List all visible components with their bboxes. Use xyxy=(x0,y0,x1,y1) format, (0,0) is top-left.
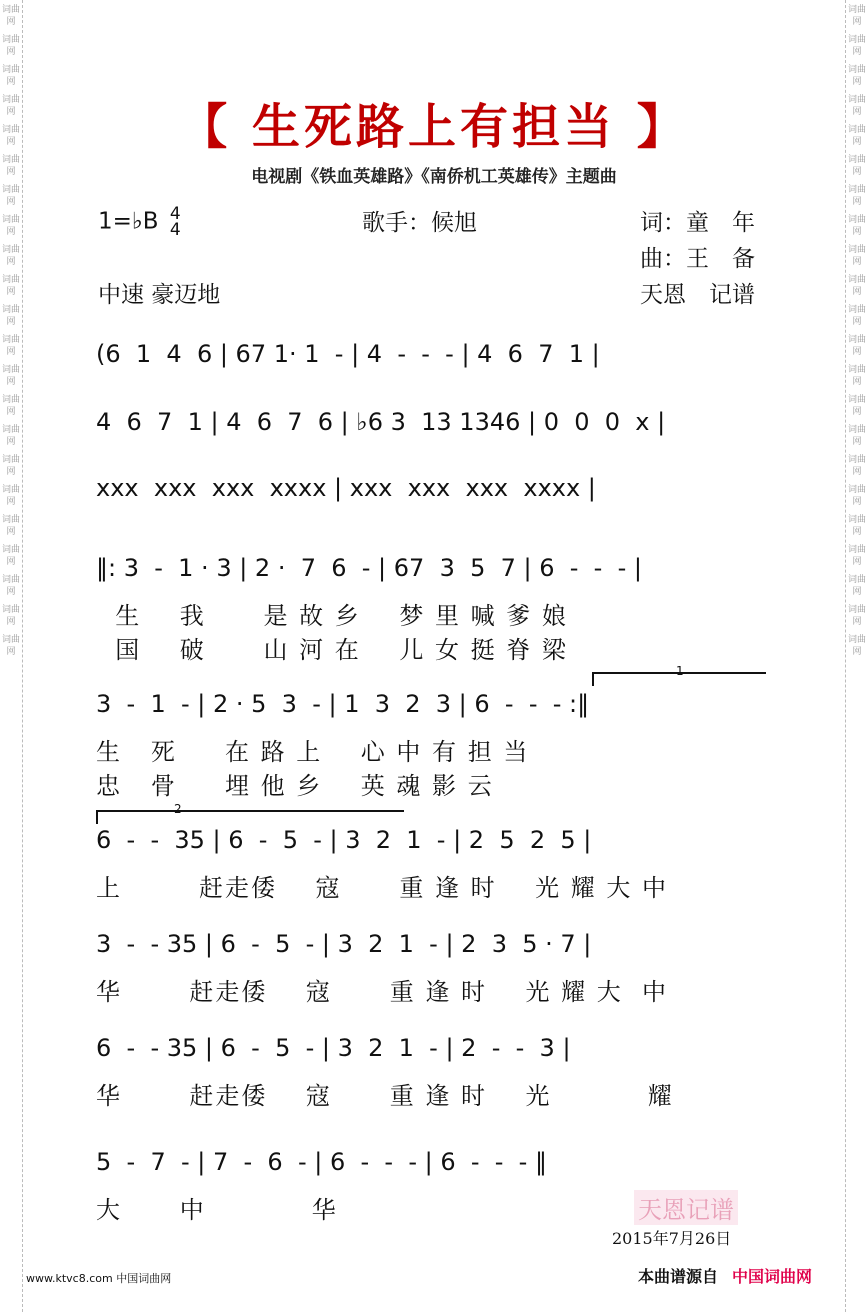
notation-row-2: 4 6 7 1 | 4 6 7 6 | ♭6 3 13 1346 | 0 0 0 x | xyxy=(96,408,666,436)
transcriber-stamp: 天恩记谱 xyxy=(634,1190,738,1225)
notation-row-4: ‖: 3 - 1 · 3 | 2 · 7 6 - | 67 3 5 7 | 6 - - - | xyxy=(96,554,642,582)
key-signature: 1=♭B 4 4 xyxy=(98,204,181,240)
composer: 曲：王 备 xyxy=(640,246,755,272)
footer-source-label: 本曲谱源自 xyxy=(638,1267,719,1286)
lyric-row-8: 华 赶走倭 寇 重 逢 时 光 耀 xyxy=(96,1082,674,1110)
lyric-row-5-verse-2: 忠 骨 埋 他 乡 英 魂 影 云 xyxy=(96,772,494,800)
left-edge-watermark: 词曲网 词曲网 词曲网 词曲网 词曲网 词曲网 词曲网 词曲网 词曲网 词曲网 词曲网 词曲网 词曲网 词曲网 词曲网 词曲网 词曲网 词曲网 词曲网 词曲网 词曲网 词曲网 xyxy=(0,0,23,1312)
lyric-row-4-verse-2: 国 破 山 河 在 儿 女 挺 脊 梁 xyxy=(96,636,568,664)
notation-row-8: 6 - - 35 | 6 - 5 - | 3 2 1 - | 2 - - 3 | xyxy=(96,1034,571,1062)
lyricist: 词：童 年 xyxy=(640,210,755,236)
volta-bracket-2 xyxy=(96,810,404,824)
lyric-row-5-verse-1: 生 死 在 路 上 心 中 有 担 当 xyxy=(96,738,530,766)
notation-row-7: 3 - - 35 | 6 - 5 - | 3 2 1 - | 2 3 5 · 7 | xyxy=(96,930,592,958)
tempo-marking: 中速 豪迈地 xyxy=(98,282,221,308)
right-edge-watermark: 词曲网 词曲网 词曲网 词曲网 词曲网 词曲网 词曲网 词曲网 词曲网 词曲网 词曲网 词曲网 词曲网 词曲网 词曲网 词曲网 词曲网 词曲网 词曲网 词曲网 词曲网 词曲网 xyxy=(845,0,868,1312)
lyric-row-9: 大 中 华 xyxy=(96,1196,338,1224)
song-title: 【 生死路上有担当 】 xyxy=(179,99,689,155)
lyric-row-7: 华 赶走倭 寇 重 逢 时 光 耀 大 中 xyxy=(96,978,668,1006)
time-signature: 4 4 xyxy=(169,204,181,240)
notation-row-1: (6 1 4 6 | 67 1· 1 - | 4 - - - | 4 6 7 1 | xyxy=(96,340,600,368)
lyric-row-6: 上 赶走倭 寇 重 逢 时 光 耀 大 中 xyxy=(96,874,668,902)
transcriber: 天恩 记谱 xyxy=(640,282,755,308)
volta-number-1: 1 xyxy=(676,664,684,678)
notation-row-3: xxx xxx xxx xxxx | xxx xxx xxx xxxx | xyxy=(96,474,596,502)
footer-source xyxy=(638,1264,812,1287)
singer: 歌手：候旭 xyxy=(362,210,477,236)
notation-row-9: 5 - 7 - | 7 - 6 - | 6 - - - | 6 - - - ‖ xyxy=(96,1148,547,1176)
notation-row-6: 6 - - 35 | 6 - 5 - | 3 2 1 - | 2 5 2 5 | xyxy=(96,826,592,854)
footer-source-site[interactable]: 中国词曲网 xyxy=(732,1267,813,1286)
song-subtitle: 电视剧《铁血英雄路》《南侨机工英雄传》主题曲 xyxy=(251,167,617,187)
lyric-row-4-verse-1: 生 我 是 故 乡 梦 里 喊 爹 娘 xyxy=(96,602,568,630)
footer-site-link[interactable]: www.ktvc8.com 中国词曲网 xyxy=(26,1272,172,1285)
notation-row-5: 3 - 1 - | 2 · 5 3 - | 1 3 2 3 | 6 - - - :‖ xyxy=(96,690,590,718)
volta-number-2: 2 xyxy=(174,802,182,816)
transcription-date: 2015年7月26日 xyxy=(612,1229,732,1248)
